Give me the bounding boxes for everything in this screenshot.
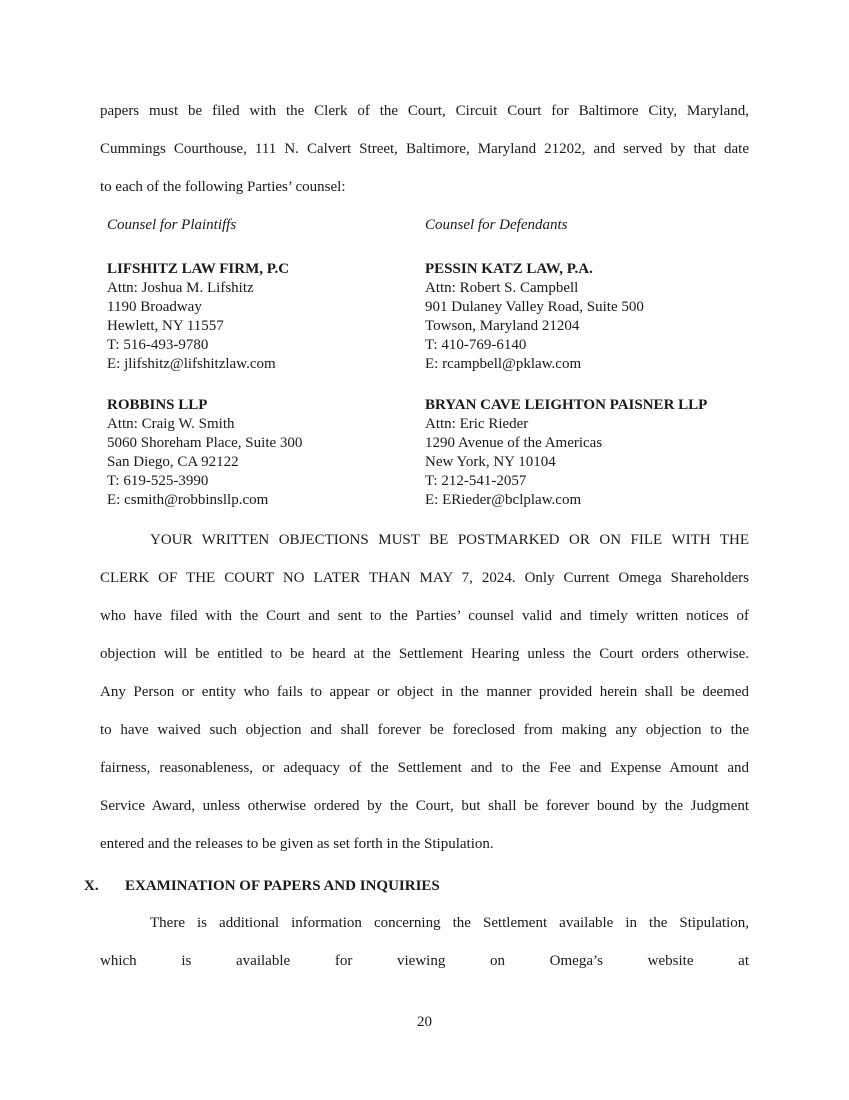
plaintiff-counsel-robbins: [107, 396, 427, 510]
objections-line-1: YOUR WRITTEN OBJECTIONS MUST BE POSTMARKED OR ON FILE WITH THE: [150, 532, 749, 548]
section-line-1: There is additional information concerning the Settlement available in the Stipulation,: [150, 915, 749, 931]
section-number: X.: [84, 878, 99, 894]
phone: T: 516-493-9780: [107, 337, 209, 353]
plaintiffs-counsel-heading: Counsel for Plaintiffs: [107, 217, 237, 233]
address-line-2: San Diego, CA 92122: [107, 454, 239, 470]
firm-name: LIFSHITZ LAW FIRM, P.C: [107, 261, 290, 277]
attn-line: Attn: Joshua M. Lifshitz: [107, 280, 254, 296]
objections-line-3: who have filed with the Court and sent to the Parties’ counsel valid and timely written notices of: [100, 608, 749, 624]
attn-line: Attn: Robert S. Campbell: [425, 280, 579, 296]
objections-line-7: fairness, reasonableness, or adequacy of the Settlement and to the Fee and Expense Amount and: [100, 760, 749, 776]
address-line-1: 1290 Avenue of the Americas: [425, 435, 603, 451]
firm-name: PESSIN KATZ LAW, P.A.: [425, 261, 593, 277]
objections-line-6: to have waived such objection and shall forever be foreclosed from making any objection to the: [100, 722, 749, 738]
section-title: EXAMINATION OF PAPERS AND INQUIRIES: [125, 878, 440, 894]
page-number: 20: [417, 1014, 432, 1030]
address-line-1: 1190 Broadway: [107, 299, 202, 315]
address-line-1: 5060 Shoreham Place, Suite 300: [107, 435, 303, 451]
objections-line-2: CLERK OF THE COURT NO LATER THAN MAY 7, 2024. Only Current Omega Shareholders: [100, 570, 749, 586]
objections-line-9: entered and the releases to be given as set forth in the Stipulation.: [100, 836, 494, 852]
firm-name: ROBBINS LLP: [107, 397, 208, 413]
defendants-counsel-heading: Counsel for Defendants: [425, 217, 568, 233]
attn-line: Attn: Eric Rieder: [425, 416, 529, 432]
address-line-2: Towson, Maryland 21204: [425, 318, 580, 334]
intro-line-1: papers must be filed with the Clerk of the Court, Circuit Court for Baltimore City, Maryland,: [100, 103, 749, 119]
firm-name: BRYAN CAVE LEIGHTON PAISNER LLP: [425, 397, 708, 413]
email: E: ERieder@bclplaw.com: [425, 492, 582, 508]
email: E: csmith@robbinsllp.com: [107, 492, 269, 508]
defendant-counsel-pessin-katz: [425, 260, 745, 374]
intro-line-3: to each of the following Parties’ counsel:: [100, 179, 346, 195]
objections-line-4: objection will be entitled to be heard at the Settlement Hearing unless the Court orders otherwise.: [100, 646, 749, 662]
intro-line-2: Cummings Courthouse, 111 N. Calvert Street, Baltimore, Maryland 21202, and served by that date: [100, 141, 749, 157]
section-line-2: which is available for viewing on Omega’s website at: [100, 953, 749, 969]
objections-line-5: Any Person or entity who fails to appear or object in the manner provided herein shall be deemed: [100, 684, 749, 700]
section-heading: [84, 876, 440, 896]
address-line-2: New York, NY 10104: [425, 454, 556, 470]
address-line-2: Hewlett, NY 11557: [107, 318, 224, 334]
address-line-1: 901 Dulaney Valley Road, Suite 500: [425, 299, 644, 315]
attn-line: Attn: Craig W. Smith: [107, 416, 235, 432]
phone: T: 619-525-3990: [107, 473, 209, 489]
phone: T: 212-541-2057: [425, 473, 527, 489]
phone: T: 410-769-6140: [425, 337, 527, 353]
objections-line-8: Service Award, unless otherwise ordered by the Court, but shall be forever bound by the Judgment: [100, 798, 749, 814]
defendant-counsel-bryan-cave: [425, 396, 745, 510]
plaintiff-counsel-lifshitz: [107, 260, 427, 374]
email: E: rcampbell@pklaw.com: [425, 356, 582, 372]
email: E: jlifshitz@lifshitzlaw.com: [107, 356, 276, 372]
